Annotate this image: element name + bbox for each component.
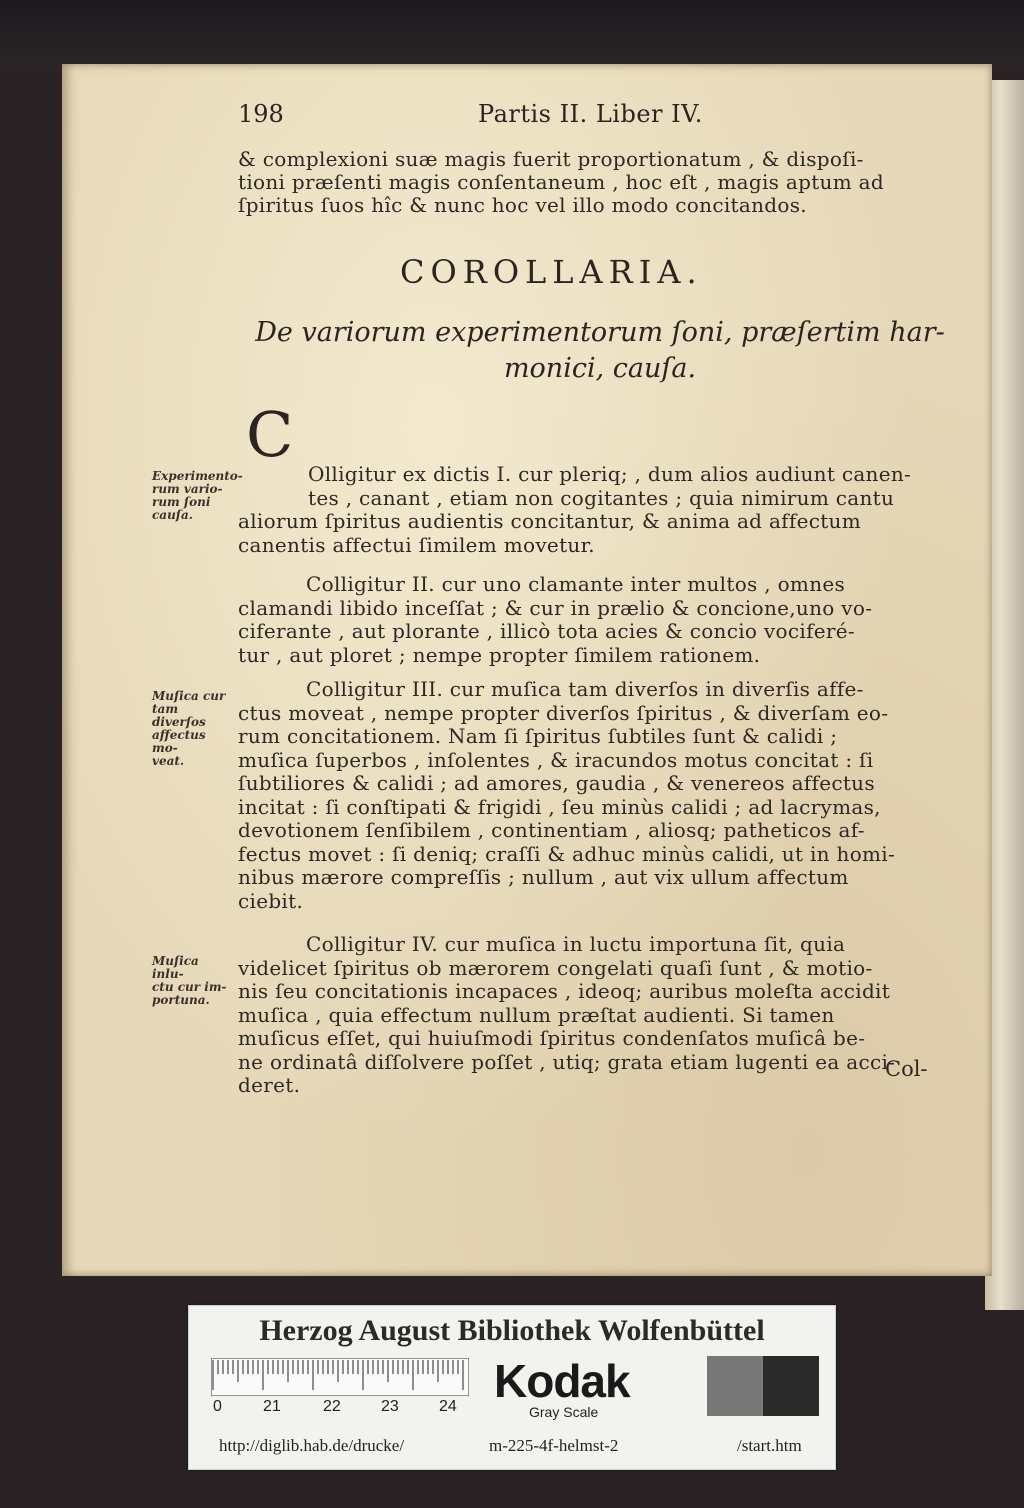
text-line: Colligitur III. cur muſica tam diverſos in diverſis affe-: [306, 677, 864, 701]
gray-scale-label: Gray Scale: [529, 1404, 599, 1420]
margin-note-line: ctu cur im-: [152, 980, 227, 994]
ruler-number: 21: [263, 1398, 281, 1415]
text-line: muſica , quia effectum nullum præſtat audienti. Si tamen: [238, 1002, 835, 1027]
text-line: devotionem ſenſibilem , continentiam , aliosq; patheticos af-: [238, 818, 865, 842]
text-line: rum concitationem. Nam ſi ſpiritus ſubtiles ſunt & calidi ;: [238, 724, 838, 748]
margin-note-line: rum ſoni: [152, 495, 211, 509]
paragraph-1: [238, 463, 938, 557]
gray-patch-dark: [763, 1356, 819, 1416]
text-line: tes , canant , etiam non cogitantes ; quia nimirum cantu: [308, 485, 895, 510]
drop-cap: C: [246, 398, 294, 471]
ruler-numbers: [211, 1398, 471, 1418]
text-line: Colligitur IV. cur muſica in luctu importuna ſit, quia: [306, 932, 846, 956]
text-line: tur , aut ploret ; nempe propter ſimilem rationem.: [238, 642, 761, 667]
page-header: [238, 100, 984, 140]
text-line: ſpiritus ſuos hîc & nunc hoc vel illo modo concitandos.: [238, 193, 807, 217]
section-subtitle: [250, 315, 950, 387]
ruler-scale-icon: [211, 1358, 469, 1396]
text-line: videlicet ſpiritus ob mærorem congelati quaſi ſunt , & motio-: [238, 955, 873, 980]
margin-note-line: veat.: [152, 754, 185, 768]
subtitle-line: De variorum experimentorum ſoni, præſertim har-: [255, 317, 945, 348]
margin-note-1: [152, 469, 243, 522]
margin-note-line: tam diverſos: [152, 702, 206, 729]
text-line: incitat : ſi conſtipati & frigidi , ſeu minùs calidi ; ad lacrymas,: [238, 794, 881, 819]
text-line: tioni præſenti magis conſentaneum , hoc eſt , magis aptum ad: [238, 170, 884, 194]
ruler-number: 23: [381, 1398, 399, 1415]
paragraph-4: [238, 933, 938, 1098]
running-title: Partis II. Liber IV.: [478, 100, 703, 128]
margin-note-line: Muſica inlu-: [152, 954, 199, 981]
text-line: nibus mærore compreſſis ; nullum , aut vix ullum affectum: [238, 865, 849, 889]
text-line: deret.: [238, 1073, 301, 1097]
subtitle-line: monici, cauſa.: [503, 353, 697, 384]
ruler-number: 0: [213, 1398, 222, 1415]
text-line: Olligitur ex dictis I. cur pleriq; , dum alios audiunt canen-: [308, 462, 912, 486]
kodak-logo: Kodak: [494, 1355, 630, 1407]
color-calibration-card: [188, 1305, 836, 1470]
text-line: aliorum ſpiritus audientis concitantur, & anima ad affectum: [238, 509, 861, 533]
text-line: muſicus eſſet, qui huiuſmodi ſpiritus condenſatos muſicâ be-: [238, 1026, 866, 1050]
text-line: ſubtiliores & calidi ; ad amores, gaudia , & venereos affectus: [238, 771, 875, 795]
margin-note-3: [152, 955, 232, 1007]
text-line: canentis affectui ſimilem movetur.: [238, 532, 595, 557]
text-line: ciebit.: [238, 888, 304, 913]
library-name: Herzog August Bibliothek Wolfenbüttel: [259, 1314, 765, 1347]
paragraph-2: [238, 573, 938, 667]
url-right: /start.htm: [737, 1436, 802, 1455]
gray-patch-mid: [707, 1356, 763, 1416]
intro-paragraph: [238, 148, 928, 217]
margin-note-line: rum vario-: [152, 482, 223, 496]
text-line: nis ſeu concitationis incapaces , ideoq; auribus moleſta accidit: [238, 979, 891, 1003]
scan-background: [0, 0, 1024, 70]
margin-note-line: cauſa.: [152, 508, 193, 522]
text-line: ne ordinatâ diſſolvere poſſet , utiq; grata etiam lugenti ea acci-: [238, 1049, 896, 1074]
url-left: http://diglib.hab.de/drucke/: [219, 1436, 405, 1455]
margin-note-line: portuna.: [152, 993, 210, 1007]
text-line: ciferante , aut plorante , illicò tota acies & concio vociferé-: [238, 619, 855, 643]
text-line: ctus moveat , nempe propter diverſos ſpiritus , & diverſam eo-: [238, 700, 889, 725]
text-line: Colligitur II. cur uno clamante inter multos , omnes: [306, 572, 846, 596]
ruler-number: 24: [439, 1398, 457, 1415]
margin-note-2: [152, 690, 232, 768]
text-line: fectus movet : ſi deniq; craſſi & adhuc minùs calidi, ut in homi-: [238, 841, 896, 866]
page-number: 198: [238, 100, 284, 128]
paragraph-3: [238, 678, 938, 913]
margin-note-line: Muſica cur: [152, 689, 226, 703]
text-line: clamandi libido inceſſat ; & cur in prælio & concione,uno vo-: [238, 595, 873, 620]
margin-note-line: affectus mo-: [152, 728, 206, 755]
text-line: muſica ſuperbos , inſolentes , & iracundos motus concitat : ſi: [238, 747, 874, 772]
ruler-number: 22: [323, 1398, 341, 1415]
margin-note-line: Experimento-: [152, 469, 243, 483]
section-title: COROLLARIA.: [400, 253, 703, 291]
url-middle: m-225-4f-helmst-2: [489, 1436, 619, 1455]
text-line: & complexioni suæ magis fuerit proportionatum , & dispoſi-: [238, 147, 864, 171]
catchword: Col-: [885, 1057, 928, 1081]
